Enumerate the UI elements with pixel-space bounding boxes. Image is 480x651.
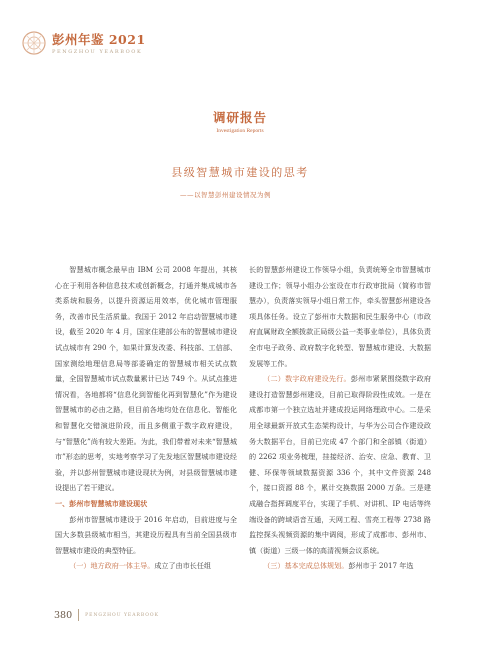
footer-divider <box>78 609 79 621</box>
footer-brand <box>85 613 159 618</box>
paragraph-text: 彭州市紧紧围绕数字政府建设打造智慧彭州建设，目前已取得阶段性成效。一是在成都市第一个独立选址并建成投运网络理政中心。二是采用全球最新开放式生态架构设计，与华为公司合作建设政务大数据平台，目前已完成 47 个部门和全部镇（街道）的 2262 项业务梳理，挂接经济、治安、应急、教育、卫健、环保等领域数据资源 336 个，其中文件资源 248 个，接口资源 88 个，累计交换数据 2000 万条。三是建成融合指挥调度平台，实现了手机、对讲机、IP 电话等终端设备的跨域语音互通，天网工程、雪亮工程等 2738 路监控探头视频资源的集中调阅，形成了成都市、彭州市、镇（街道）三级一体的高清视频会议系统。 <box>249 374 432 555</box>
yearbook-logo-icon <box>22 31 46 55</box>
paragraph-text: 成立了由市长任组 <box>154 561 212 571</box>
yearbook-subtitle: PENGZHOU YEARBOOK <box>52 49 143 55</box>
article-subtitle: ——以智慧彭州建设情况为例 <box>180 191 271 199</box>
inline-heading: （二）数字政府建设先行。 <box>263 374 351 384</box>
paragraph: 彭州市智慧城市建设于 2016 年启动，目前进度与全国大多数县级城市相当，其建设历程具有当前全国县级市智慧城市建设的典型特征。 <box>55 514 237 555</box>
left-column <box>55 262 237 574</box>
section-heading <box>0 108 480 134</box>
paragraph: 智慧城市概念最早由 IBM 公司 2008 年提出，其核心在于利用各种信息技术或创新概念，打通并集成城市各类系统和服务，以提升资源运用效率，优化城市管理服务，改善市民生活质量。我国于 2012 年启动智慧城市建设，截至 2020 年 4 月，国家住建部公布的智慧城市建设试点城市有 290 个，如果计算发改委、科技部、工信部、国家测绘地理信息局等部委确定的智慧城市相关试点数量，全国智慧城市试点数量累计已达 749 个。从试点推进情况看，各地都将“信息化到智能化再到智慧化”作为建设智慧城市的必由之路，但目前各地均处在信息化、智能化和智慧化交错演进阶段，而且多侧重于数字政府建设，与“智慧化”尚有较大差距。为此，我们带着对未来“智慧城市”形态的思考，实地考察学习了先发地区智慧城市建设经验，并以彭州智慧城市建设现状为例，对县级智慧城市建设提出了若干建议。 <box>55 265 237 493</box>
article-title: 县级智慧城市建设的思考 <box>171 166 309 179</box>
page-footer <box>48 609 159 621</box>
section-subtitle: Investigation Reports <box>216 128 264 134</box>
subheading: 一、彭州市智慧城市建设现状 <box>55 498 148 508</box>
paragraph <box>249 371 431 558</box>
yearbook-title: 彭州年鉴 2021 <box>52 32 146 47</box>
paragraph-text: 彭州市于 2017 年选 <box>348 561 414 571</box>
page-number: 380 <box>54 609 73 621</box>
paragraph <box>55 558 237 574</box>
inline-heading: （一）地方政府一体主导。 <box>69 561 155 571</box>
paragraph: 长的智慧彭州建设工作领导小组，负责统筹全市智慧城市建设工作；领导小组办公室设在市行政审批局（简称市智慧办），负责落实领导小组日常工作，牵头智慧彭州建设各项具体任务。设立了彭州市大数据和民生服务中心（市政府直属财政全额拨款正局级公益一类事业单位），具体负责全市电子政务、政府数字化转型、智慧城市建设、大数据发展等工作。 <box>249 265 431 368</box>
section-title: 调研报告 <box>212 110 267 125</box>
paragraph <box>249 558 431 574</box>
right-column <box>249 262 431 574</box>
page-header <box>22 30 146 55</box>
footer-brand-text: PENGZHOU YEARBOOK <box>85 612 159 618</box>
inline-heading: （三）基本完成总体规划。 <box>263 561 349 571</box>
